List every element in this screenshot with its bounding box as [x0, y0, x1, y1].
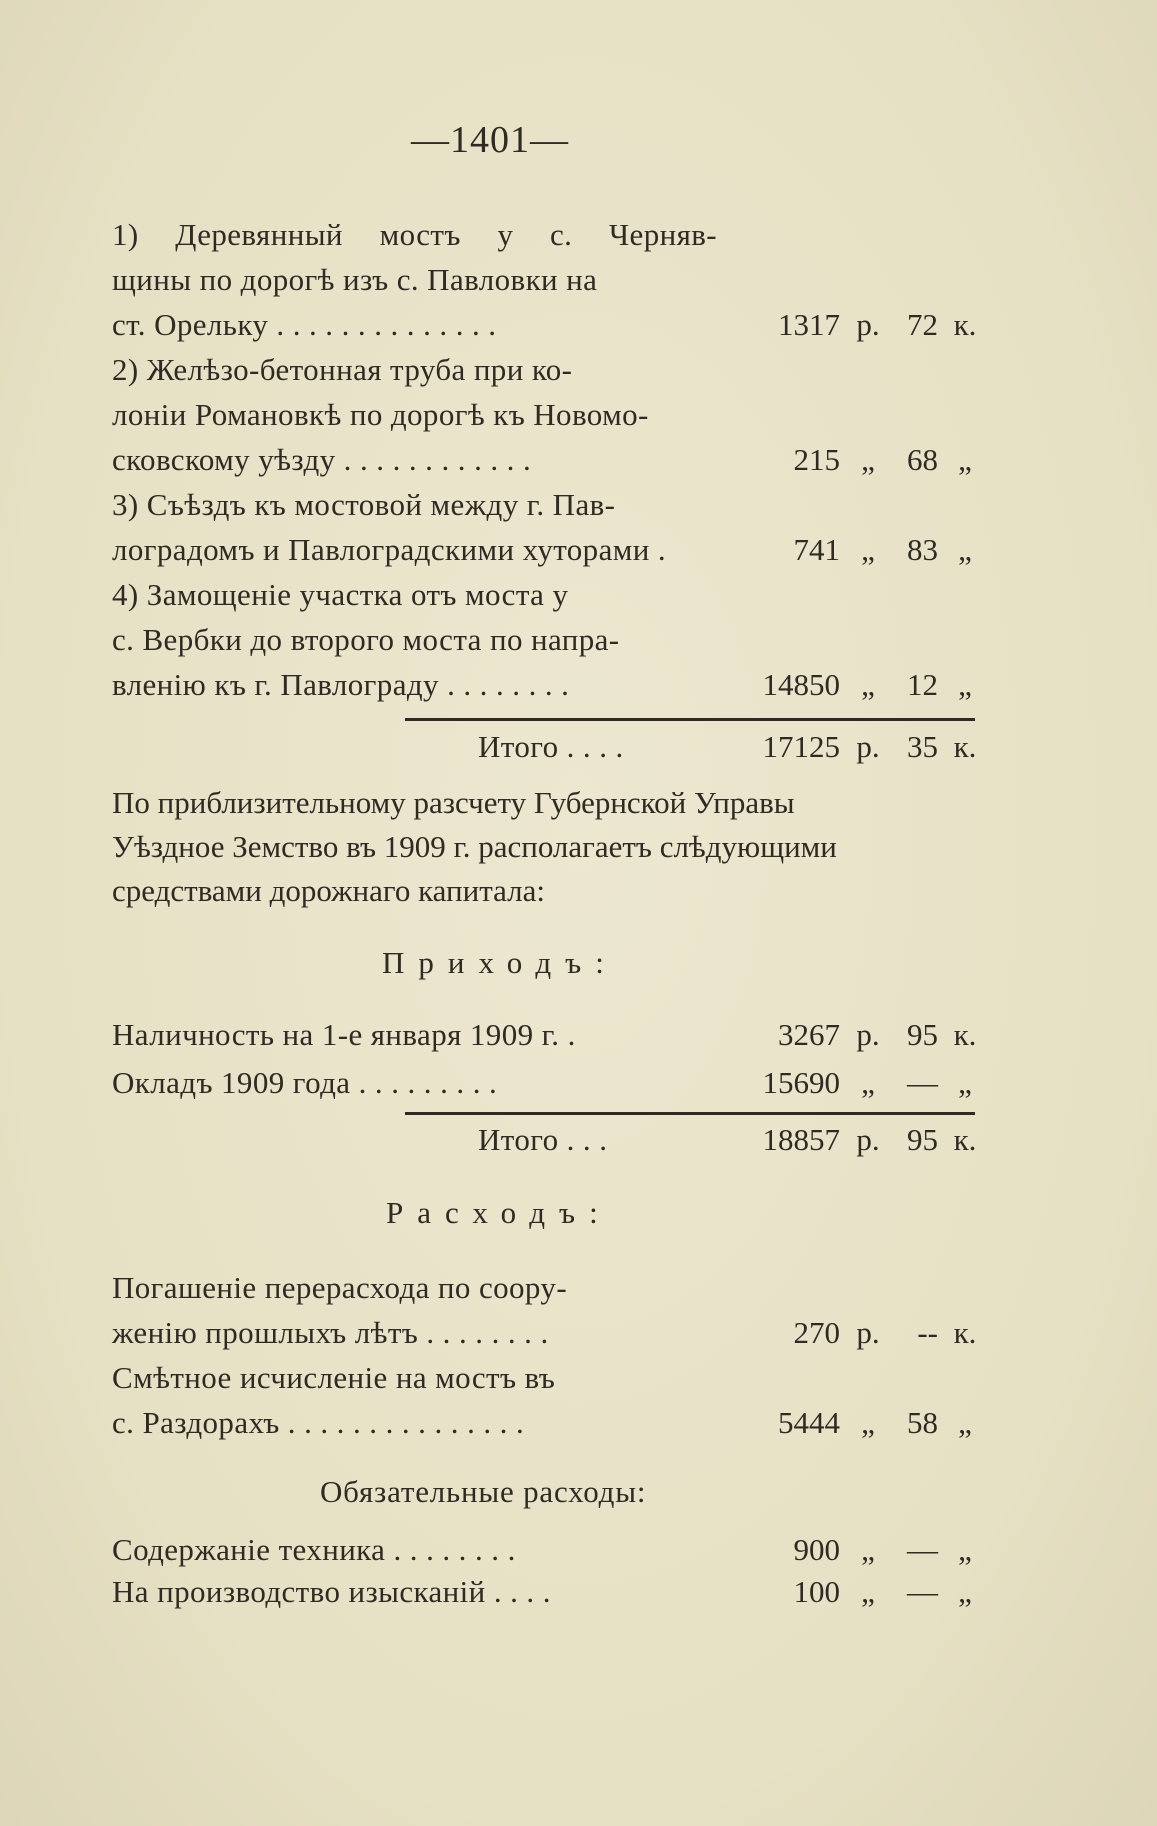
expense-1-amount: 270: [793, 1315, 840, 1350]
income-row-1-label: Наличность на 1-е января 1909 г. .: [112, 1017, 576, 1052]
expense-2-kop: 58: [907, 1405, 938, 1440]
income-row-2-label: Окладъ 1909 года . . . . . . . . .: [112, 1065, 498, 1100]
item-1-line-1: [112, 215, 717, 255]
expense-2-amount: 5444: [778, 1405, 840, 1440]
item-4-line-1: 4) Замощеніе участка отъ моста у: [112, 577, 569, 612]
item-4-kunit: „: [958, 667, 972, 702]
total-2-kunit: к.: [953, 1122, 977, 1157]
mandatory-heading: Обязательные расходы:: [320, 1474, 647, 1509]
paragraph-line-3: средствами дорожнаго капитала:: [112, 873, 546, 908]
expense-2-line-1: Смѣтное исчисленіе на мостъ въ: [112, 1360, 556, 1395]
mandatory-2-kunit: „: [958, 1574, 972, 1609]
item-4-kop: 12: [907, 667, 938, 702]
total-1-label: Итого . . . .: [478, 729, 624, 764]
mandatory-1-kunit: „: [958, 1532, 972, 1567]
income-row-1-kop: 95: [907, 1017, 938, 1052]
item-3-kop: 83: [907, 532, 938, 567]
mandatory-1-label: Содержаніе техника . . . . . . . .: [112, 1532, 516, 1567]
item-2-amount: 215: [793, 442, 840, 477]
item-1-amount: 1317: [778, 307, 840, 342]
item-3-kunit: „: [958, 532, 972, 567]
mandatory-2-kop: —: [907, 1574, 938, 1609]
page-number: —1401—: [411, 119, 569, 161]
total-rule-2: [405, 1112, 975, 1115]
item-1-line-2: щины по дорогѣ изъ с. Павловки на: [112, 262, 598, 297]
expense-heading: Расходъ:: [386, 1195, 612, 1230]
mandatory-1-amount: 900: [793, 1532, 840, 1567]
mandatory-2-amount: 100: [793, 1574, 840, 1609]
total-rule-1: [405, 718, 975, 721]
item-2-unit: „: [861, 442, 875, 477]
item-4-line-3: вленію къ г. Павлограду . . . . . . . .: [112, 667, 570, 702]
item-1-line-3: ст. Орельку . . . . . . . . . . . . . .: [112, 307, 497, 342]
item-2-line-3: сковскому уѣзду . . . . . . . . . . . .: [112, 442, 532, 477]
expense-1-unit: р.: [856, 1315, 880, 1350]
item-2-kunit: „: [958, 442, 972, 477]
item-4-unit: „: [861, 667, 875, 702]
income-heading: Приходъ:: [382, 945, 618, 980]
item-4-line-2: с. Вербки до второго моста по напра-: [112, 622, 620, 657]
item-3-amount: 741: [793, 532, 840, 567]
item-3-unit: „: [861, 532, 875, 567]
expense-2-kunit: „: [958, 1405, 972, 1440]
total-2-unit: р.: [856, 1122, 880, 1157]
income-row-1-amount: 3267: [778, 1017, 840, 1052]
income-row-2-kunit: „: [958, 1065, 972, 1100]
total-1-unit: р.: [856, 729, 880, 764]
expense-2-line-2: с. Раздорахъ . . . . . . . . . . . . . . .: [112, 1405, 525, 1440]
expense-2-unit: „: [861, 1405, 875, 1440]
item-1-kunit: к.: [953, 307, 977, 342]
item-1-kop: 72: [907, 307, 938, 342]
total-1-kop: 35: [907, 729, 938, 764]
paragraph-line-2: Уѣздное Земство въ 1909 г. располагаетъ слѣдующими: [112, 829, 837, 864]
income-row-1-kunit: к.: [953, 1017, 977, 1052]
item-4-amount: 14850: [762, 667, 840, 702]
item-2-line-1: 2) Желѣзо-бетонная труба при ко-: [112, 352, 573, 387]
item-2-line-2: лоніи Романовкѣ по дорогѣ къ Новомо-: [112, 397, 649, 432]
mandatory-2-unit: „: [861, 1574, 875, 1609]
income-row-2-unit: „: [861, 1065, 875, 1100]
total-1-amount: 17125: [762, 729, 840, 764]
item-1-line-1-text: 1) Деревянный мостъ у с. Черняв-: [112, 217, 717, 252]
total-2-kop: 95: [907, 1122, 938, 1157]
paragraph-line-1: По приблизительному разсчету Губернской Управы: [112, 785, 795, 820]
expense-1-line-1: Погашеніе перерасхода по соору-: [112, 1270, 568, 1305]
item-3-line-2: логрaдомъ и Павлоградскими хуторами .: [112, 532, 667, 567]
item-2-kop: 68: [907, 442, 938, 477]
expense-1-kunit: к.: [953, 1315, 977, 1350]
item-1-unit: р.: [856, 307, 880, 342]
mandatory-2-label: На производство изысканій . . . .: [112, 1574, 551, 1609]
total-2-label: Итого . . .: [478, 1122, 608, 1157]
total-1-kunit: к.: [953, 729, 977, 764]
mandatory-1-unit: „: [861, 1532, 875, 1567]
expense-1-line-2: женію прошлыхъ лѣтъ . . . . . . . .: [112, 1315, 549, 1350]
income-row-2-amount: 15690: [762, 1065, 840, 1100]
income-row-1-unit: р.: [856, 1017, 880, 1052]
income-row-2-kop: —: [907, 1065, 938, 1100]
mandatory-1-kop: —: [907, 1532, 938, 1567]
item-3-line-1: 3) Съѣздъ къ мостовой между г. Пав-: [112, 487, 616, 522]
total-2-amount: 18857: [762, 1122, 840, 1157]
expense-1-kop: --: [917, 1315, 938, 1350]
